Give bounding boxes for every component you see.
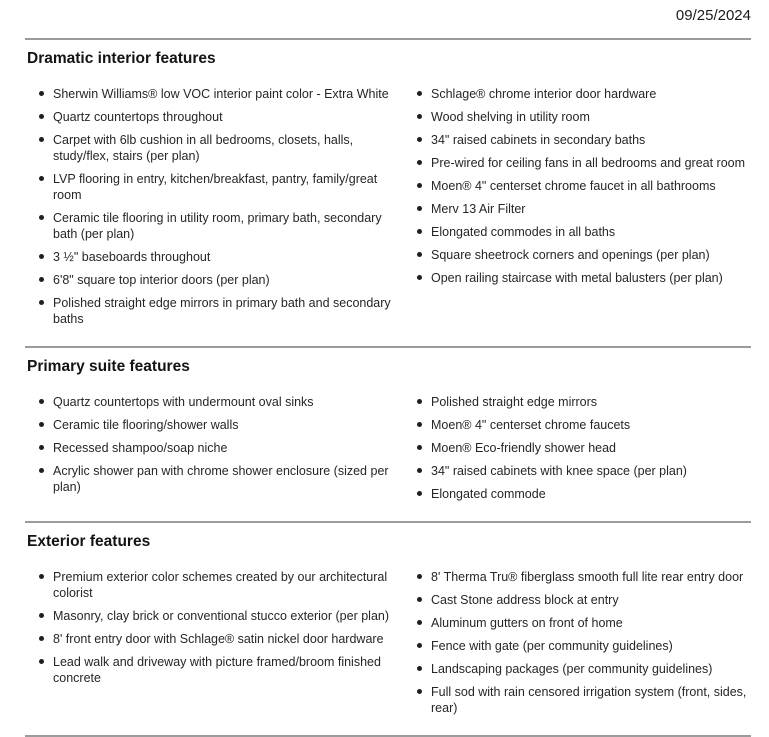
bullet-icon	[39, 300, 44, 305]
bullet-icon	[417, 666, 422, 671]
bullet-icon	[417, 183, 422, 188]
feature-item	[25, 295, 393, 327]
feature-item-label: Polished straight edge mirrors	[431, 395, 598, 409]
feature-item	[403, 592, 751, 608]
bullet-icon	[417, 160, 422, 165]
feature-item	[403, 394, 751, 410]
top-divider	[25, 38, 751, 40]
bullet-icon	[417, 491, 422, 496]
feature-item-label: Sherwin Williams® low VOC interior paint color - Extra White	[53, 87, 389, 101]
feature-item-label: Lead walk and driveway with picture framed/broom finished concrete	[53, 655, 381, 685]
feature-item	[403, 201, 751, 217]
bullet-icon	[417, 229, 422, 234]
bullet-icon	[39, 636, 44, 641]
bullet-icon	[417, 206, 422, 211]
feature-item-label: Polished straight edge mirrors in primary bath and secondary baths	[53, 296, 391, 326]
bullet-icon	[39, 114, 44, 119]
document-date: 09/25/2024	[675, 7, 751, 24]
feature-item	[25, 569, 393, 601]
bullet-icon	[39, 659, 44, 664]
feature-list-left	[25, 569, 393, 723]
feature-list-right	[403, 569, 751, 723]
feature-item	[403, 486, 751, 502]
feature-item	[25, 608, 393, 624]
feature-item	[403, 270, 751, 286]
feature-item-label: Landscaping packages (per community guidelines)	[431, 662, 713, 676]
feature-item	[403, 661, 751, 677]
section-title: Dramatic interior features	[27, 50, 216, 67]
bullet-icon	[417, 468, 422, 473]
feature-item	[25, 86, 393, 102]
feature-item	[25, 463, 393, 495]
bullet-icon	[39, 422, 44, 427]
feature-item-label: Merv 13 Air Filter	[431, 202, 526, 216]
section-columns	[25, 86, 751, 334]
feature-item	[403, 247, 751, 263]
bullet-icon	[417, 114, 422, 119]
bullet-icon	[417, 620, 422, 625]
bullet-icon	[417, 445, 422, 450]
feature-item	[403, 224, 751, 240]
feature-item-label: 3 ½" baseboards throughout	[53, 250, 211, 264]
feature-item-label: Carpet with 6lb cushion in all bedrooms, closets, halls, study/flex, stairs (per plan)	[53, 133, 354, 163]
bullet-icon	[417, 275, 422, 280]
feature-item	[25, 109, 393, 125]
feature-item-label: Quartz countertops with undermount oval sinks	[53, 395, 314, 409]
feature-item	[25, 210, 393, 242]
section-divider	[25, 521, 751, 523]
feature-item-label: 8' front entry door with Schlage® satin nickel door hardware	[53, 632, 384, 646]
feature-item-label: Ceramic tile flooring/shower walls	[53, 418, 239, 432]
bullet-icon	[417, 252, 422, 257]
bullet-icon	[39, 399, 44, 404]
feature-section	[25, 358, 751, 523]
feature-item-label: Acrylic shower pan with chrome shower enclosure (sized per plan)	[53, 464, 389, 494]
feature-item-label: 34" raised cabinets in secondary baths	[431, 133, 646, 147]
feature-item-label: Fence with gate (per community guidelines)	[431, 639, 673, 653]
bullet-icon	[39, 254, 44, 259]
feature-item	[25, 654, 393, 686]
feature-item-label: Ceramic tile flooring in utility room, primary bath, secondary bath (per plan)	[53, 211, 382, 241]
section-title: Exterior features	[27, 533, 151, 550]
bullet-icon	[39, 176, 44, 181]
feature-item-label: Moen® Eco-friendly shower head	[431, 441, 616, 455]
feature-item-label: Recessed shampoo/soap niche	[53, 441, 228, 455]
bullet-icon	[39, 277, 44, 282]
bullet-icon	[39, 574, 44, 579]
feature-item	[403, 615, 751, 631]
feature-list-left	[25, 86, 393, 334]
feature-list-left	[25, 394, 393, 509]
feature-item-label: Masonry, clay brick or conventional stucco exterior (per plan)	[53, 609, 390, 623]
feature-item-label: Moen® 4" centerset chrome faucet in all bathrooms	[431, 179, 716, 193]
feature-item-label: Schlage® chrome interior door hardware	[431, 87, 657, 101]
feature-item	[403, 684, 751, 716]
bullet-icon	[417, 91, 422, 96]
feature-item-label: Moen® 4" centerset chrome faucets	[431, 418, 631, 432]
section-divider	[25, 346, 751, 348]
bullet-icon	[39, 91, 44, 96]
section-columns	[25, 394, 751, 509]
bullet-icon	[39, 215, 44, 220]
bullet-icon	[39, 445, 44, 450]
bullet-icon	[417, 574, 422, 579]
bullet-icon	[39, 613, 44, 618]
bullet-icon	[39, 468, 44, 473]
feature-item-label: 8' Therma Tru® fiberglass smooth full lite rear entry door	[431, 570, 744, 584]
sections-container	[25, 50, 751, 737]
feature-list-right	[403, 394, 751, 509]
feature-list-right	[403, 86, 751, 334]
feature-item	[403, 178, 751, 194]
bullet-icon	[417, 137, 422, 142]
feature-item-label: Full sod with rain censored irrigation system (front, sides, rear)	[431, 685, 747, 715]
feature-item	[25, 394, 393, 410]
feature-item	[403, 440, 751, 456]
feature-item	[25, 171, 393, 203]
bullet-icon	[39, 137, 44, 142]
feature-item	[403, 417, 751, 433]
feature-item	[403, 109, 751, 125]
feature-item-label: LVP flooring in entry, kitchen/breakfast, pantry, family/great room	[53, 172, 378, 202]
feature-item	[403, 132, 751, 148]
feature-item	[25, 272, 393, 288]
feature-item	[25, 249, 393, 265]
feature-item-label: Square sheetrock corners and openings (per plan)	[431, 248, 710, 262]
feature-item	[403, 638, 751, 654]
feature-item-label: Elongated commodes in all baths	[431, 225, 616, 239]
bullet-icon	[417, 399, 422, 404]
feature-item-label: Aluminum gutters on front of home	[431, 616, 623, 630]
feature-item	[403, 86, 751, 102]
feature-item-label: Wood shelving in utility room	[431, 110, 590, 124]
bullet-icon	[417, 422, 422, 427]
feature-item	[403, 463, 751, 479]
section-columns	[25, 569, 751, 723]
feature-item	[25, 132, 393, 164]
feature-item-label: Elongated commode	[431, 487, 546, 501]
feature-section	[25, 50, 751, 348]
feature-item-label: Pre-wired for ceiling fans in all bedrooms and great room	[431, 156, 746, 170]
feature-item	[403, 569, 751, 585]
feature-section	[25, 533, 751, 737]
feature-item-label: 34" raised cabinets with knee space (per plan)	[431, 464, 687, 478]
feature-item	[25, 417, 393, 433]
section-title: Primary suite features	[27, 358, 190, 375]
feature-item	[25, 631, 393, 647]
feature-item	[403, 155, 751, 171]
feature-item-label: Quartz countertops throughout	[53, 110, 223, 124]
feature-item-label: 6'8" square top interior doors (per plan)	[53, 273, 270, 287]
bullet-icon	[417, 643, 422, 648]
feature-item	[25, 440, 393, 456]
feature-item-label: Premium exterior color schemes created by our architectural colorist	[53, 570, 388, 600]
bullet-icon	[417, 689, 422, 694]
feature-item-label: Cast Stone address block at entry	[431, 593, 619, 607]
feature-item-label: Open railing staircase with metal balusters (per plan)	[431, 271, 723, 285]
bullet-icon	[417, 597, 422, 602]
